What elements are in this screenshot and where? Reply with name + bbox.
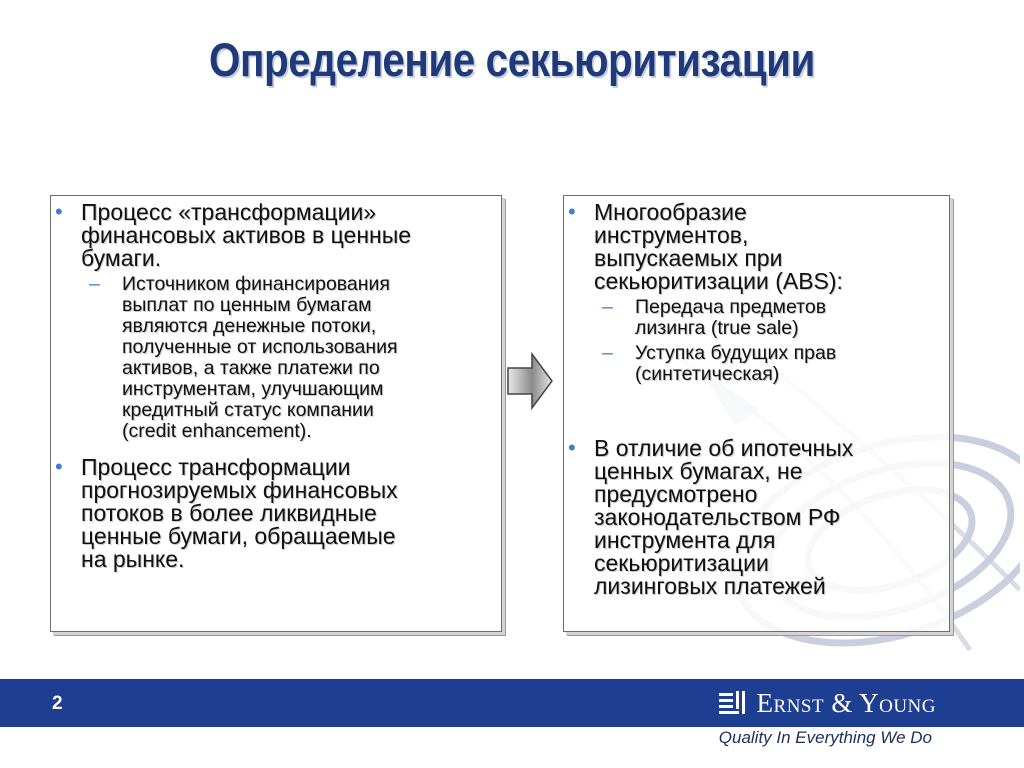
bullet-line: на рынке. xyxy=(81,546,185,572)
sub-bullet-item xyxy=(564,343,944,385)
bullet-line: ценных бумагах, не xyxy=(594,458,803,484)
sub-bullet-line: кредитный статус компании xyxy=(122,399,374,421)
sub-bullet-item xyxy=(564,297,944,339)
sub-bullet-line: Источником финансирования xyxy=(122,273,390,295)
sub-bullet-line: (credit enhancement). xyxy=(122,420,312,442)
sub-bullet-line: активов, а также платежи по xyxy=(122,357,380,379)
sub-bullet-line: лизинга (true sale) xyxy=(635,317,799,339)
bullet-line: ценные бумаги, обращаемые xyxy=(81,523,396,549)
bullet-line: В отличие об ипотечных xyxy=(594,435,854,461)
sub-bullet-line: (синтетическая) xyxy=(635,363,780,385)
right-arrow-icon xyxy=(506,352,554,410)
bullet-line: инструментов, xyxy=(594,222,749,248)
bullet-line: инструмента для xyxy=(594,527,776,553)
sub-bullet-line: являются денежные потоки, xyxy=(122,315,377,337)
sub-bullet-line: выплат по ценным бумагам xyxy=(122,294,372,316)
sub-bullet-line: Передача предметов xyxy=(635,296,827,318)
bullet-line: потоков в более ликвидные xyxy=(81,500,377,526)
brand-tagline: Quality In Everything We Do xyxy=(718,728,932,747)
bullet-item xyxy=(564,437,944,598)
bullet-line: бумаги. xyxy=(81,245,162,271)
bullet-line: лизинговых платежей xyxy=(594,573,826,599)
dash-icon: – xyxy=(602,296,613,318)
sub-bullet-line: полученные от использования xyxy=(122,336,398,358)
bullet-line: предусмотрено xyxy=(594,481,758,507)
bullet-line: секьюритизации (ABS): xyxy=(594,268,843,294)
bullet-dot-icon: • xyxy=(568,435,576,460)
page-number: 2 xyxy=(52,693,63,714)
bullet-line: Процесс трансформации xyxy=(81,454,351,480)
bullet-line: законодательством РФ xyxy=(594,504,841,530)
bullet-dot-icon: • xyxy=(568,199,576,224)
sub-bullet-line: Уступка будущих прав xyxy=(635,342,837,364)
bullet-item xyxy=(51,456,491,571)
sub-bullet-item xyxy=(51,274,491,442)
ernst-young-logo-icon xyxy=(719,691,747,715)
right-content-panel xyxy=(563,195,950,632)
bullet-line: прогнозируемых финансовых xyxy=(81,477,398,503)
dash-icon: – xyxy=(602,342,613,364)
bullet-dot-icon: • xyxy=(55,454,63,479)
bullet-line: Процесс «трансформации» xyxy=(81,199,377,225)
slide-title: Определение секьюритизации xyxy=(209,33,815,86)
bullet-item xyxy=(51,201,491,270)
sub-bullet-line: инструментам, улучшающим xyxy=(122,378,384,400)
bullet-line: выпускаемых при xyxy=(594,245,783,271)
brand-logo xyxy=(719,685,936,721)
bullet-line: секьюритизации xyxy=(594,550,769,576)
dash-icon: – xyxy=(89,273,100,295)
bullet-line: Многообразие xyxy=(594,199,747,225)
bullet-dot-icon: • xyxy=(55,199,63,224)
bullet-line: финансовых активов в ценные xyxy=(81,222,412,248)
left-content-panel xyxy=(50,195,502,632)
bullet-item xyxy=(564,201,944,293)
brand-name: Ernst & Young xyxy=(756,687,936,718)
